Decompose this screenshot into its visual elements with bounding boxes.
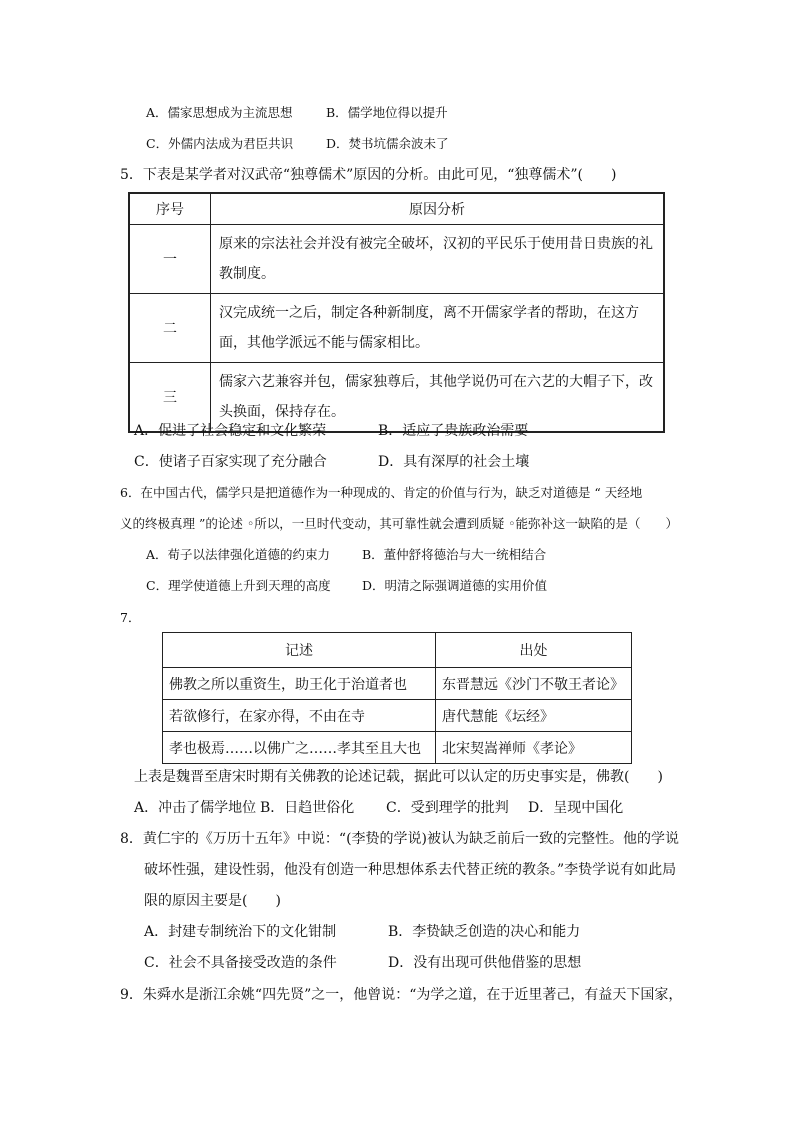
q7-row-quote: 佛教之所以重资生，助王化于治道者也	[163, 668, 436, 700]
q5-stem: 5．下表是某学者对汉武帝“独尊儒术”原因的分析。由此可见，“独尊儒术”( )	[120, 167, 617, 183]
table-row	[163, 732, 632, 764]
q8-option-c: C．社会不具备接受改造的条件	[144, 955, 337, 971]
q5-header-num: 序号	[129, 193, 211, 225]
q6-option-d: D．明清之际强调道德的实用价值	[362, 578, 548, 593]
q6-options-row-2	[146, 576, 547, 596]
q7-option-d: D．呈现中国化	[528, 800, 624, 816]
q8-option-d: D．没有出现可供他借鉴的思想	[388, 955, 582, 971]
q6-options-row-1	[146, 545, 546, 565]
q6-stem-line-2: 义的终极真理 ”的论述 ◦所以，一旦时代变动，其可靠性就会遭到质疑 ◦能弥补这一缺陷的是（ ）	[120, 516, 679, 531]
q5-row-text: 儒家六艺兼容并包，儒家独尊后，其他学说仍可在六艺的大帽子下，改头换面，保持存在。	[211, 363, 665, 433]
table-row	[163, 668, 632, 700]
q5-options-row-2	[134, 452, 529, 472]
table-row	[129, 225, 664, 294]
q6-stem-line-1: 6．在中国古代，儒学只是把道德作为一种现成的、肯定的价值与行为，缺乏对道德是 “ 天经地	[120, 485, 643, 500]
q5-option-c: C．使诸子百家实现了充分融合	[134, 454, 327, 470]
q5-header-reason: 原因分析	[211, 193, 665, 225]
q4-options-row-2	[146, 134, 449, 154]
q5-option-d: D．具有深厚的社会土壤	[378, 454, 530, 470]
q4-option-c: C．外儒内法成为君臣共识	[146, 136, 294, 151]
q7-option-a: A．冲击了儒学地位	[134, 800, 257, 816]
q7-row-quote: 若欲修行，在家亦得，不由在寺	[163, 700, 436, 732]
q6-option-b: B．董仲舒将德治与大一统相结合	[362, 547, 547, 562]
q6-option-a: A．荀子以法律强化道德的约束力	[146, 547, 331, 562]
table-row	[163, 700, 632, 732]
q8-option-a: A．封建专制统治下的文化钳制	[144, 924, 337, 940]
q8-options-row-2	[144, 953, 581, 973]
q8-stem-line-1: 8．黄仁宇的《万历十五年》中说：“(李贽的学说)被认为缺乏前后一致的完整性。他的学说	[120, 831, 679, 847]
table-row	[129, 294, 664, 363]
q5-row-num: 三	[129, 363, 211, 433]
q5-table	[128, 192, 665, 433]
q7-row-source: 北宋契嵩禅师《孝论》	[436, 732, 632, 764]
q9-stem-line-1: 9．朱舜水是浙江余姚“四先贤”之一，他曾说：“为学之道，在于近里著己，有益天下国家，	[120, 987, 683, 1003]
q4-option-b: B．儒学地位得以提升	[326, 105, 448, 120]
q7-header-source: 出处	[436, 633, 632, 668]
q7-options-row	[134, 798, 623, 818]
q4-option-a: A．儒家思想成为主流思想	[146, 105, 293, 120]
q5-row-text: 汉完成统一之后，制定各种新制度，离不开儒家学者的帮助，在这方面，其他学派远不能与儒家相比。	[211, 294, 665, 363]
q5-row-text: 原来的宗法社会并没有被完全破坏，汉初的平民乐于使用昔日贵族的礼教制度。	[211, 225, 665, 294]
q7-option-c: C．受到理学的批判	[386, 800, 509, 816]
q8-option-b: B．李贽缺乏创造的决心和能力	[388, 924, 581, 940]
q7-option-b: B．日趋世俗化	[260, 800, 355, 816]
q4-options-row-1	[146, 103, 448, 123]
q5-row-num: 一	[129, 225, 211, 294]
q8-stem-line-2: 破坏性强，建设性弱，他没有创造一种思想体系去代替正统的教条。”李贽学说有如此局	[144, 862, 677, 878]
q8-stem-line-3: 限的原因主要是( )	[144, 893, 281, 909]
q5-row-num: 二	[129, 294, 211, 363]
q7-header-quote: 记述	[163, 633, 436, 668]
q5-options-row-1	[134, 421, 528, 441]
q4-option-d: D．焚书坑儒余波未了	[326, 136, 449, 151]
q7-row-source: 唐代慧能《坛经》	[436, 700, 632, 732]
q7-stem: 上表是魏晋至唐宋时期有关佛教的论述记载，据此可以认定的历史事实是，佛教( )	[134, 769, 663, 785]
q7-number: 7．	[120, 610, 141, 625]
q7-table	[162, 632, 632, 764]
q8-options-row-1	[144, 922, 580, 942]
q5-option-b: B．适应了贵族政治需要	[378, 423, 529, 439]
q6-option-c: C．理学使道德上升到天理的高度	[146, 578, 331, 593]
q7-row-source: 东晋慧远《沙门不敬王者论》	[436, 668, 632, 700]
q5-option-a: A．促进了社会稳定和文化繁荣	[134, 423, 327, 439]
q7-row-quote: 孝也极焉……以佛广之……孝其至且大也	[163, 732, 436, 764]
